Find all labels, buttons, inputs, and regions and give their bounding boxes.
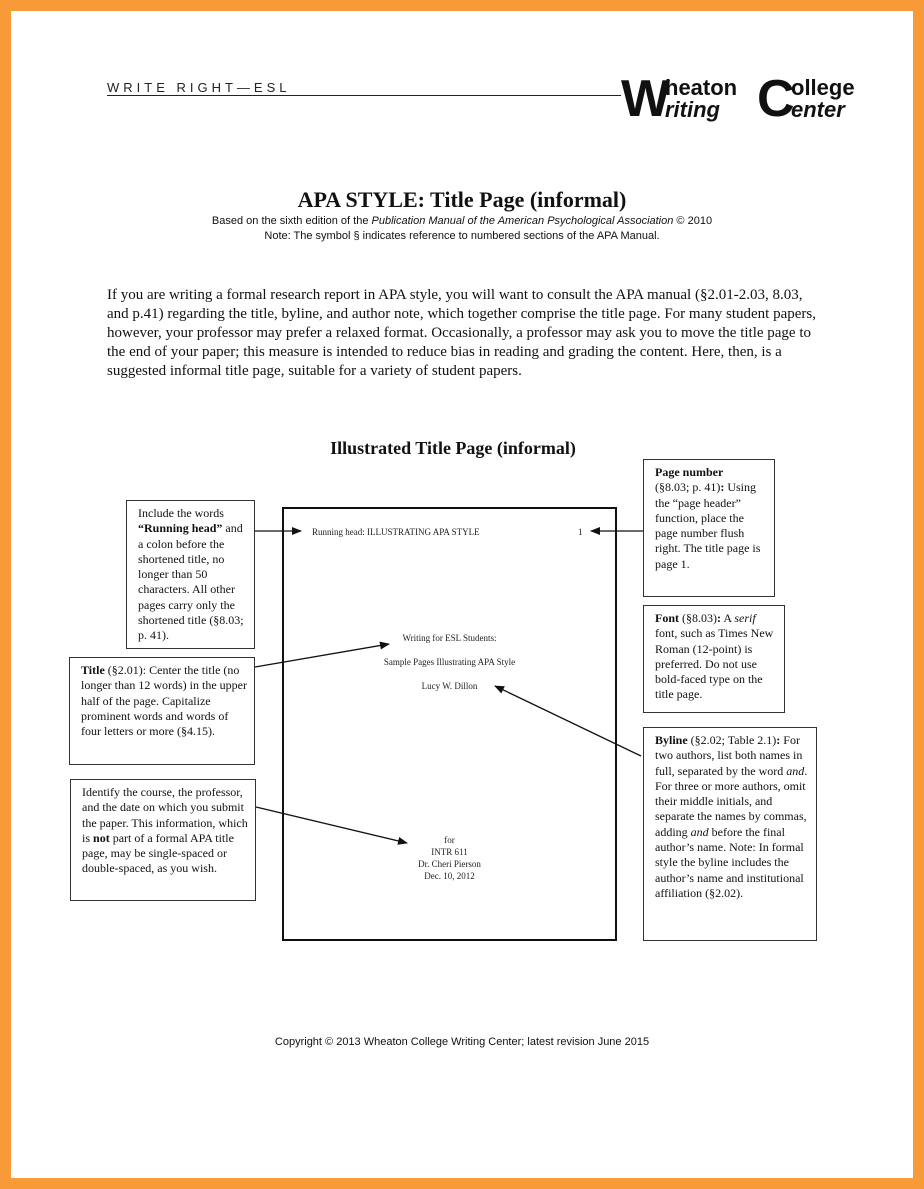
callout-running-head-post: and a colon before the shortened title, no longer than 50 characters. All other pages carry only the shortened title (§8.03; p. 41). [138, 521, 244, 643]
arrow-byline [495, 686, 641, 756]
callout-course-pre: Identify the course, the professor, and the date on which you submit the paper. This information, which is [82, 785, 248, 845]
logo-college: ollege [791, 75, 855, 100]
intro-paragraph: If you are writing a formal research report in APA style, you will want to consult the APA manual (§2.01-2.03, 8.03, and p.41) regarding the title, byline, and author note, which together comprise the title page. For many student papers, however, your professor may prefer a relaxed format. Occasionally, a professor may ask you to move the title page to the end of your paper; this measure is intended to reduce bias in reading and grading the content. Here, then, is a suggested informal title page, suitable for a variety of student papers. [107, 287, 816, 379]
page-title: APA STYLE: Title Page (informal) [297, 187, 627, 212]
logo-center: enter [791, 97, 845, 122]
edition-manual-title: Publication Manual of the American Psychological Association [371, 215, 674, 227]
mock-page-number: 1 [578, 527, 583, 537]
callout-byline-mid: . For three or more authors, omit their middle initials, and separate the names by commas, adding [655, 763, 808, 839]
callout-page-number-text: Using the “page header” function, place the page number flush right. The title page is page 1. [655, 480, 761, 571]
mock-professor: Dr. Cheri Pierson [418, 859, 481, 869]
callout-running-head-bold: “Running head” [138, 521, 223, 536]
callout-font-italic: serif [734, 611, 756, 625]
callout-font-bold: Font [655, 611, 679, 625]
arrow-course [256, 807, 407, 843]
callout-byline-bold: Byline [655, 733, 688, 747]
copyright-footer: Copyright © 2013 Wheaton College Writing Center; latest revision June 2015 [274, 1036, 650, 1048]
callout-page-number-ref: (§8.03; p. 41) [655, 480, 721, 495]
callout-byline-italic1: and [786, 763, 805, 778]
mock-title-line1: Writing for ESL Students: [402, 633, 497, 643]
mock-date: Dec. 10, 2012 [424, 871, 475, 881]
mock-running-head: Running head: ILLUSTRATING APA STYLE [312, 527, 480, 537]
callout-font-colon: : [717, 611, 721, 625]
callout-page-number-bold: Page number [655, 465, 724, 479]
callout-title-text: (§2.01): Center the title (no longer than 12 words) in the upper half of the page. Capitalize prominent words and words of four letters or more (§4.15). [81, 663, 247, 739]
logo-c-initial: C [757, 70, 795, 128]
document-page [11, 11, 913, 1178]
mock-author: Lucy W. Dillon [421, 681, 478, 691]
mock-title-line2: Sample Pages Illustrating APA Style [383, 657, 516, 667]
callout-page-number-colon: : [720, 480, 725, 495]
series-label: WRITE RIGHT—ESL [107, 80, 291, 95]
callout-byline-pre: For two authors, list both names in full, separated by the word [655, 733, 803, 778]
callout-byline-colon: : [776, 733, 781, 747]
mock-course: INTR 611 [431, 847, 468, 857]
logo-w-initial: W [621, 70, 671, 128]
logo-writing: riting [665, 97, 720, 122]
logo-wheaton: heaton [665, 75, 738, 100]
edition-prefix: Based on the sixth edition of the [211, 215, 372, 227]
callout-arrows [11, 11, 913, 1178]
arrow-title [255, 644, 389, 667]
callout-font-text: font, such as Times New Roman (12-point) is preferred. Do not use bold-faced type on the title page. [655, 626, 774, 702]
callout-byline-italic2: and [690, 824, 709, 839]
callout-title-bold: Title [81, 663, 105, 677]
edition-suffix: © 2010 [673, 215, 713, 227]
callout-course-bold: not [93, 830, 110, 845]
callout-font-ref: (§8.03) [679, 611, 717, 625]
callout-running-head-pre: Include the words [138, 506, 224, 520]
callout-font-mid: A [721, 611, 735, 625]
illustration-title: Illustrated Title Page (informal) [330, 438, 576, 458]
symbol-note: Note: The symbol § indicates reference to numbered sections of the APA Manual. [264, 230, 660, 242]
callout-byline-text: before the final author’s name. Note: In formal style the byline includes the author’s name and institutional affiliation (§2.02). [655, 824, 804, 900]
mock-for: for [444, 835, 455, 845]
callout-byline-ref: (§2.02; Table 2.1) [687, 733, 777, 747]
callout-course-post: part of a formal APA title page, may be single-spaced or double-spaced, as you wish. [82, 830, 234, 876]
